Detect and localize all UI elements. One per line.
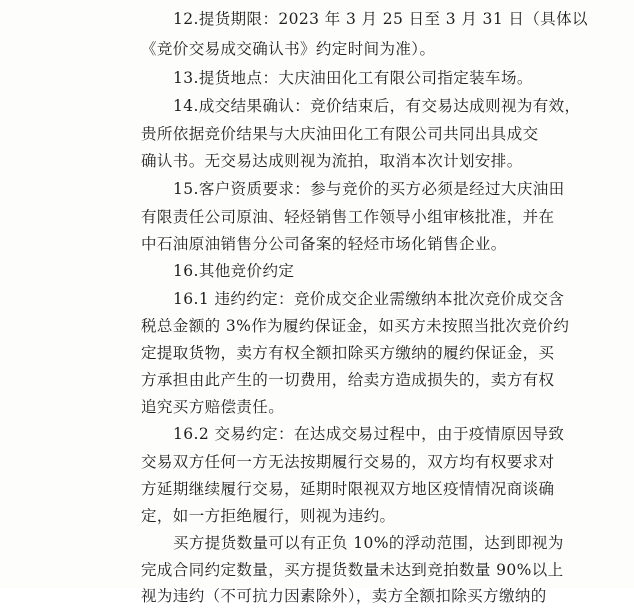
text-line-15-mid: 有限责任公司原油、轻烃销售工作领导小组审核批准，并在 — [141, 208, 555, 226]
text-line-16-1-c: 方承担由此产生的一切费用，给卖方造成损失的，卖方有权 — [141, 371, 555, 389]
text-line-14-end: 确认书。无交易达成则视为流拍，取消本次计划安排。 — [141, 152, 523, 170]
text-line-16-2-start: 16.2 交易约定：在达成交易过程中，由于疫情原因导致 — [173, 425, 565, 443]
text-line-quantity-b: 视为违约（不可抗力因素除外），卖方全额扣除买方缴纳的 — [141, 587, 547, 605]
text-line-16-1-a: 税总金额的 3%作为履约保证金，如买方未按照当批次竞价约 — [141, 317, 570, 335]
text-line-14-mid: 贵所依据竞价结果与大庆油田化工有限公司共同出具成交 — [141, 125, 539, 143]
text-line-16-2-a: 交易双方任何一方无法按期履行交易的，双方均有权要求对 — [141, 453, 555, 471]
text-line-16-1-start: 16.1 违约约定：竞价成交企业需缴纳本批次竞价成交含 — [173, 290, 565, 308]
text-line-15-start: 15.客户资质要求：参与竞价的买方必须是经过大庆油田 — [173, 180, 565, 198]
text-line-16-2-end: 定，如一方拒绝履行，则视为违约。 — [141, 507, 396, 525]
text-line-16-1-end: 追究买方赔偿责任。 — [141, 398, 285, 416]
text-line-16-1-b: 定提取货物，卖方有权全额扣除买方缴纳的履约保证金，买 — [141, 344, 555, 362]
text-line-12-end: 《竞价交易成交确认书》约定时间为准）。 — [141, 40, 436, 58]
text-line-16-heading: 16.其他竞价约定 — [173, 262, 295, 280]
text-line-quantity-start: 买方提货数量可以有正负 10%的浮动范围，达到即视为 — [173, 534, 564, 552]
text-line-16-2-b: 方延期继续履行交易，延期时限视双方地区疫情情况商谈确 — [141, 480, 555, 498]
text-line-14-start: 14.成交结果确认：竞价结束后，有交易达成则视为有效， — [173, 97, 581, 115]
text-line-quantity-a: 完成合同约定数量，买方提货数量未达到竞拍数量 90%以上 — [141, 561, 564, 579]
text-line-12-start: 12.提货期限：2023 年 3 月 25 日至 3 月 31 日（具体以 — [173, 10, 588, 28]
text-line-15-end: 中石油原油销售分公司备案的轻烃市场化销售企业。 — [141, 235, 507, 253]
text-line-13: 13.提货地点：大庆油田化工有限公司指定装车场。 — [173, 69, 533, 87]
